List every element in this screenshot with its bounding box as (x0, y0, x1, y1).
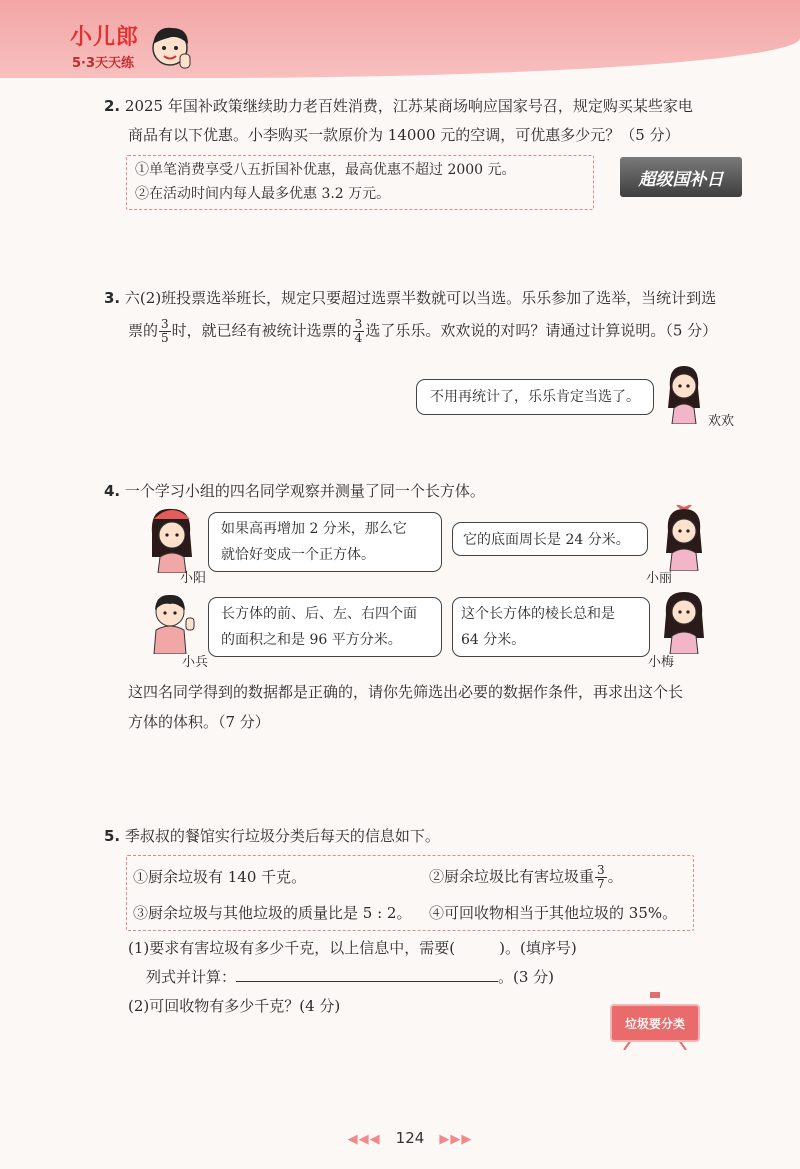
q2-number: 2. (104, 97, 121, 115)
q5-sub1-line1: (1)要求有害垃圾有多少千克，以上信息中，需要( )。(填序号) (128, 939, 577, 957)
q4-name-xiaoli: 小丽 (646, 571, 673, 586)
q4-intro: 4. 一个学习小组的四名同学观察并测量了同一个长方体。 (104, 482, 485, 500)
q5-info2: ②厨余垃圾比有害垃圾重 $\frac{3}{7}$ 。 (429, 863, 623, 891)
series-name: 5·3天天练 (72, 56, 135, 71)
q5-badge: 垃圾要分类 (610, 1004, 700, 1042)
q3-fraction-2: $\frac{3}{4}$ (354, 317, 363, 345)
q4-bubble-xiaomei: 这个长方体的棱长总和是 64 分米。 (452, 597, 650, 657)
girl-xiaoyang-icon (146, 505, 198, 573)
q4-name-xiaobing: 小兵 (182, 655, 209, 670)
q5-intro: 5. 季叔叔的餐馆实行垃圾分类后每天的信息如下。 (104, 827, 440, 845)
q4-bubble-xiaobing: 长方体的前、后、左、右四个面 的面积之和是 96 平方分米。 (208, 597, 442, 657)
girl-huanhuan-icon (660, 362, 708, 424)
boy-xiaobing-icon (146, 590, 198, 654)
boy-mascot-icon (148, 20, 196, 78)
prev-arrows-icon: ◀◀◀ (347, 1132, 381, 1147)
q2-rule2: ②在活动时间内每人最多优惠 3.2 万元。 (135, 186, 391, 202)
girl-xiaomei-icon (660, 588, 708, 654)
q4-bubble-xiaoli: 它的底面周长是 24 分米。 (452, 522, 648, 556)
q5-info-box (126, 855, 694, 931)
q5-sub2: (2)可回收物有多少千克？(4 分) (128, 997, 341, 1015)
q2-rule1: ①单笔消费享受八五折国补优惠，最高优惠不超过 2000 元。 (135, 162, 516, 178)
q3-number: 3. (104, 289, 121, 307)
q4-bubble-xiaoyang: 如果高再增加 2 分米，那么它 就恰好变成一个正方体。 (208, 512, 442, 572)
brand-logo: 小儿郎 (70, 25, 140, 50)
q4-name-xiaomei: 小梅 (648, 655, 675, 670)
q4-ask-line1: 这四名同学得到的数据都是正确的，请你先筛选出必要的数据作条件，再求出这个长 (128, 683, 684, 701)
q5-sub1-line2: 列式并计算： 。(3 分) (146, 968, 555, 986)
q4-name-xiaoyang: 小阳 (180, 571, 207, 586)
q3-speaker-name: 欢欢 (708, 414, 735, 429)
q2-rules-box (126, 155, 594, 210)
q5-calc-underline[interactable] (236, 967, 498, 982)
q5-info1: ①厨余垃圾有 140 千克。 (133, 868, 307, 886)
pagination (340, 1128, 480, 1147)
q5-fraction: $\frac{3}{7}$ (597, 863, 605, 891)
q5-info3: ③厨余垃圾与其他垃圾的质量比是 5 : 2。 (133, 904, 412, 922)
q5-info4: ④可回收物相当于其他垃圾的 35%。 (429, 904, 678, 922)
q3-fraction-1: $\frac{3}{5}$ (161, 317, 169, 345)
q3-speech-bubble: 不用再统计了，乐乐肯定当选了。 (416, 379, 654, 415)
q2-line2: 商品有以下优惠。小李购买一款原价为 14000 元的空调，可优惠多少元？（5 分） (128, 126, 680, 144)
q4-number: 4. (104, 482, 121, 500)
q2-line1: 2. 2025 年国补政策继续助力老百姓消费，江苏某商场响应国家号召，规定购买某些家电 (104, 97, 693, 115)
q4-ask-line2: 方体的体积。（7 分） (128, 713, 270, 731)
q2-badge: 超级国补日 (620, 157, 742, 197)
q3-line1: 3. 六(2)班投票选举班长，规定只要超过选票半数就可以当选。乐乐参加了选举，当统计到选 (104, 289, 717, 307)
page-number: 124 (395, 1129, 425, 1147)
girl-xiaoli-icon (660, 505, 708, 571)
q3-line2: 票的 $\frac{3}{5}$ 时，就已经有被统计选票的 $\frac{3}{4}$ 选了乐乐。欢欢说的对吗？请通过计算说明。（5 分） (128, 317, 718, 345)
next-arrows-icon: ▶▶▶ (439, 1132, 473, 1147)
q5-number: 5. (104, 827, 121, 845)
